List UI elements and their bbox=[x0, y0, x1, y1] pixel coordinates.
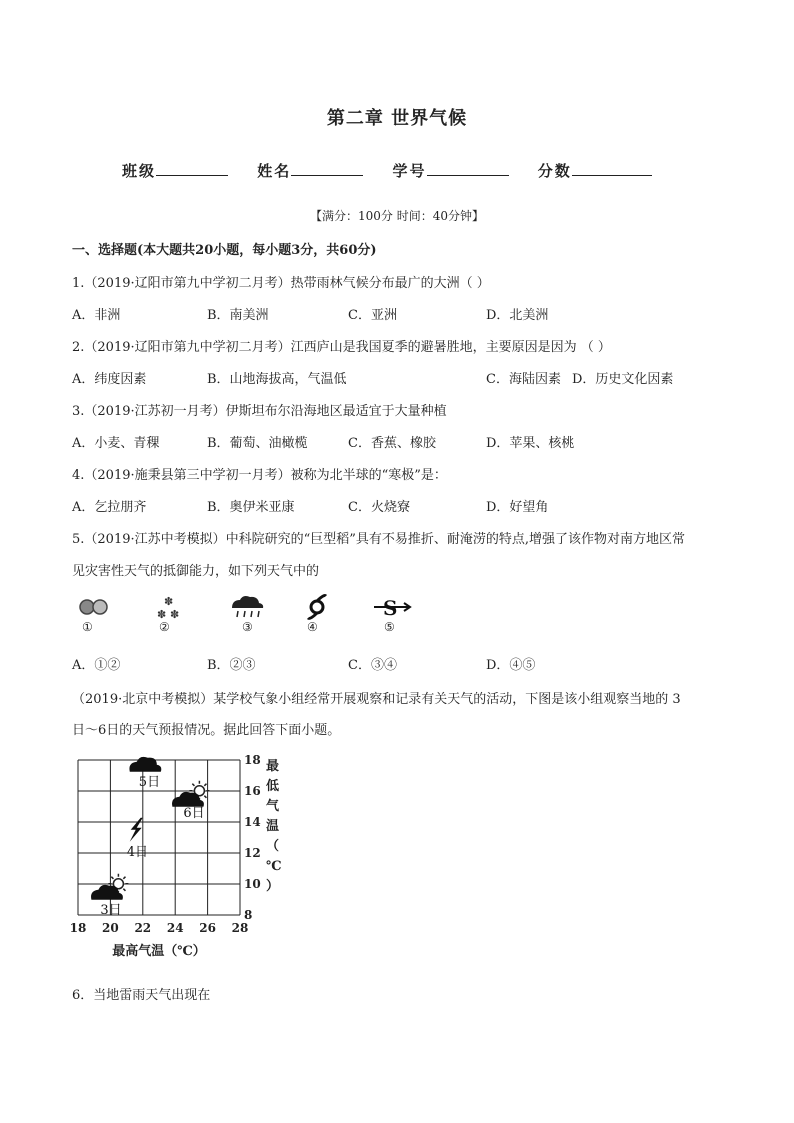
q2-option-b[interactable]: B．山地海拔高，气温低 bbox=[207, 372, 347, 387]
q3-option-c[interactable]: C．香蕉、橡胶 bbox=[348, 436, 436, 451]
x-tick-label: 26 bbox=[199, 921, 216, 935]
score-blank[interactable] bbox=[572, 163, 652, 176]
data-point-label: 6日 bbox=[183, 805, 205, 821]
class-label: 班级 bbox=[122, 162, 157, 180]
class-blank[interactable] bbox=[156, 163, 228, 176]
y-tick-label: 18 bbox=[244, 754, 261, 767]
q5-option-c[interactable]: C．③④ bbox=[348, 658, 397, 673]
page-title: 第二章 世界气候 bbox=[326, 108, 468, 129]
symbol-label-4: ④ bbox=[307, 620, 318, 634]
x-tick-label: 24 bbox=[166, 921, 184, 935]
question-5-stem-line1: 5.（2019·江苏中考模拟）中科院研究的“巨型稻”具有不易推折、耐淹涝的特点,增强了该作物对南方地区常 bbox=[72, 532, 686, 547]
x-tick-label: 18 bbox=[69, 921, 87, 935]
weather-chart bbox=[66, 754, 296, 964]
data-point-4 bbox=[172, 781, 209, 821]
question-6-stem: 6．当地雷雨天气出现在 bbox=[72, 988, 211, 1003]
y-axis-label: 最低气温（℃） bbox=[266, 759, 282, 894]
svg-text:✽: ✽ bbox=[170, 608, 180, 621]
data-point-3 bbox=[129, 757, 161, 790]
q2-option-d[interactable]: D．历史文化因素 bbox=[572, 372, 674, 387]
student-info-line bbox=[122, 160, 674, 181]
q4-option-c[interactable]: C．火烧寮 bbox=[348, 500, 410, 515]
question-1-stem: 1.（2019·辽阳市第九中学初二月考）热带雨林气候分布最广的大洲（ ） bbox=[72, 276, 490, 291]
q5-option-b[interactable]: B．②③ bbox=[207, 658, 256, 673]
y-tick-label: 8 bbox=[244, 908, 253, 922]
svg-text:✽: ✽ bbox=[157, 608, 167, 621]
name-blank[interactable] bbox=[291, 163, 363, 176]
q1-option-a[interactable]: A．非洲 bbox=[72, 308, 121, 323]
x-tick-label: 22 bbox=[134, 921, 152, 935]
svg-text:S: S bbox=[383, 596, 398, 620]
passage-line2: 日～6日的天气预报情况。据此回答下面小题。 bbox=[72, 723, 341, 738]
data-point-label: 5日 bbox=[138, 774, 161, 790]
partly-cloudy-icon bbox=[91, 874, 128, 900]
y-tick-label: 10 bbox=[244, 877, 261, 891]
x-axis-label: 最高气温（℃） bbox=[112, 944, 206, 959]
question-4-stem: 4.（2019·施秉县第三中学初一月考）被称为北半球的“寒极”是： bbox=[72, 468, 447, 483]
svg-text:✽: ✽ bbox=[164, 595, 174, 608]
partly-cloudy-icon bbox=[172, 781, 209, 807]
q4-option-b[interactable]: B．奥伊米亚康 bbox=[207, 500, 295, 515]
q5-option-a[interactable]: A．①② bbox=[72, 658, 121, 673]
q1-option-c[interactable]: C．亚洲 bbox=[348, 308, 397, 323]
y-tick-label: 14 bbox=[244, 815, 261, 829]
q1-option-b[interactable]: B．南美洲 bbox=[207, 308, 269, 323]
data-point-1 bbox=[91, 874, 128, 918]
y-tick-label: 16 bbox=[244, 784, 261, 798]
name-label: 姓名 bbox=[257, 162, 292, 180]
overcast-icon bbox=[129, 757, 161, 772]
symbol-label-2: ② bbox=[159, 620, 170, 634]
data-point-label: 3日 bbox=[100, 902, 122, 918]
q3-option-b[interactable]: B．葡萄、油橄榄 bbox=[207, 436, 308, 451]
typhoon-icon bbox=[306, 594, 328, 620]
question-2-stem: 2.（2019·辽阳市第九中学初二月考）江西庐山是我国夏季的避暑胜地，主要原因是因为 （ ） bbox=[72, 340, 611, 355]
q5-option-d[interactable]: D．④⑤ bbox=[486, 658, 536, 673]
thunderstorm-icon bbox=[130, 818, 143, 842]
q4-option-a[interactable]: A．乞拉朋齐 bbox=[72, 500, 147, 515]
time-note: 【满分：100分 时间：40分钟】 bbox=[310, 209, 484, 223]
haze-icon bbox=[78, 597, 112, 617]
q2-option-a[interactable]: A．纬度因素 bbox=[72, 372, 147, 387]
number-blank[interactable] bbox=[427, 163, 509, 176]
section-heading: 一、选择题(本大题共20小题，每小题3分，共60分) bbox=[72, 243, 377, 258]
number-label: 学号 bbox=[392, 162, 427, 180]
x-tick-label: 20 bbox=[102, 921, 119, 935]
y-tick-label: 12 bbox=[244, 846, 261, 860]
snow-icon bbox=[156, 594, 186, 622]
data-point-2 bbox=[127, 818, 148, 860]
q3-option-d[interactable]: D．苹果、核桃 bbox=[486, 436, 575, 451]
question-5-stem-line2: 见灾害性天气的抵御能力，如下列天气中的 bbox=[72, 564, 320, 579]
score-label: 分数 bbox=[537, 162, 572, 180]
sandstorm-icon bbox=[372, 594, 412, 620]
q3-option-a[interactable]: A．小麦、青稞 bbox=[72, 436, 160, 451]
q4-option-d[interactable]: D．好望角 bbox=[486, 500, 549, 515]
symbol-label-1: ① bbox=[82, 620, 93, 634]
symbol-label-5: ⑤ bbox=[384, 620, 395, 634]
passage-line1: （2019·北京中考模拟）某学校气象小组经常开展观察和记录有关天气的活动，下图是该小组观察当地的 3 bbox=[72, 692, 681, 707]
rain-icon bbox=[228, 594, 266, 620]
q1-option-d[interactable]: D．北美洲 bbox=[486, 308, 549, 323]
q2-option-c[interactable]: C．海陆因素 bbox=[486, 372, 561, 387]
weather-chart-svg bbox=[66, 754, 296, 964]
data-point-label: 4日 bbox=[126, 844, 148, 860]
symbol-label-3: ③ bbox=[242, 620, 253, 634]
question-3-stem: 3.（2019·江苏初一月考）伊斯坦布尔沿海地区最适宜于大量种植 bbox=[72, 404, 447, 419]
x-tick-label: 28 bbox=[231, 921, 249, 935]
